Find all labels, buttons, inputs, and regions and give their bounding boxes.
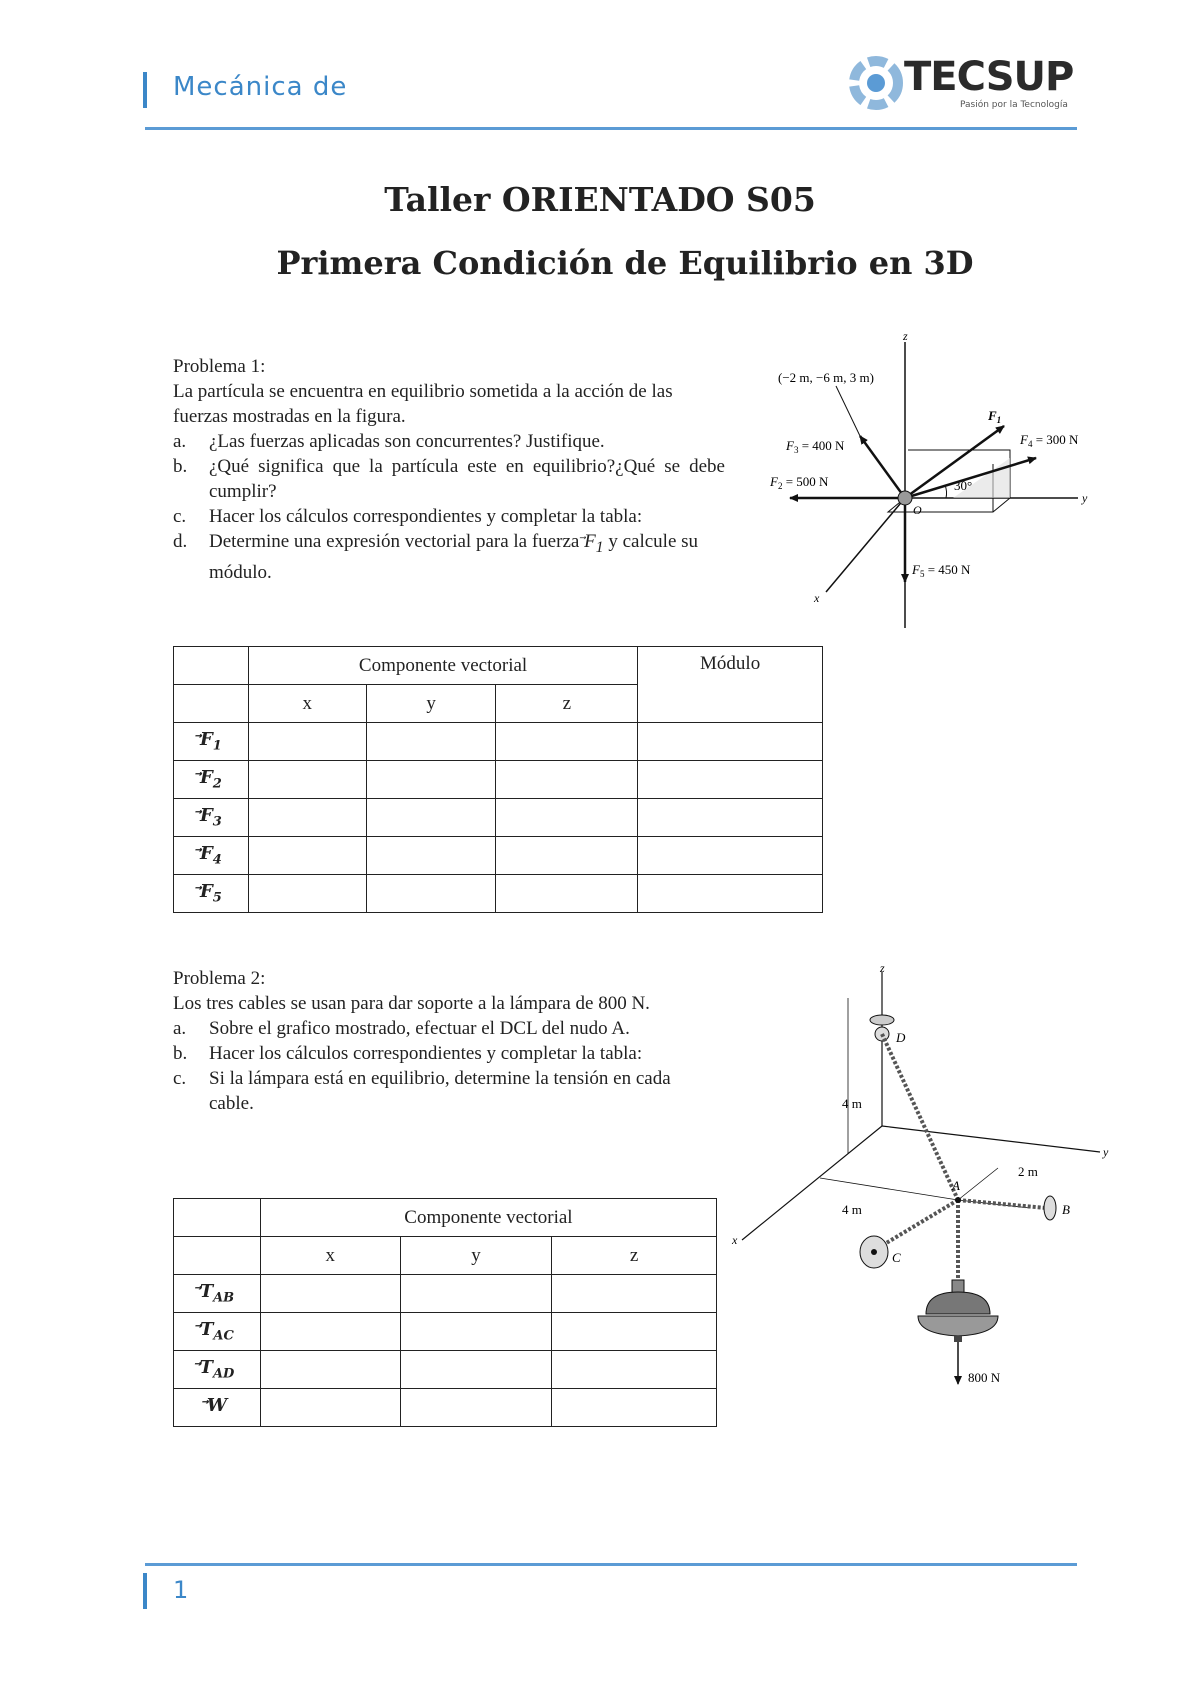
particle-o [898, 491, 912, 505]
table-row [174, 875, 823, 913]
p2-header-component: Componente vectorial [260, 1199, 716, 1237]
origin-label: O [913, 503, 922, 517]
y-axis-label: y [1103, 1145, 1109, 1159]
row-label-f3: $F_3$ [174, 799, 249, 837]
label-a: A [952, 1178, 960, 1193]
footer-rule [145, 1563, 1077, 1566]
problem1-item-a: a. ¿Las fuerzas aplicadas son concurrentes? Justifique. [173, 431, 605, 452]
logo-tagline: Pasión por la Tecnología [960, 100, 1068, 110]
cable-ac [878, 1200, 958, 1248]
table-row [174, 1351, 717, 1389]
page-number: 1 [173, 1576, 189, 1604]
header-accent-bar [143, 72, 147, 108]
problem1-text [173, 354, 725, 585]
x-axis [742, 1126, 882, 1240]
p2-col-x: x [260, 1237, 400, 1275]
f3-label: $F_3 = 400$ N [786, 438, 845, 455]
lamp-shade [918, 1280, 998, 1342]
z-axis-label: z [903, 330, 908, 343]
point-coordinates-label: (−2 m, −6 m, 3 m) [778, 370, 874, 385]
f5-label: $F_5 = 450$ N [912, 562, 971, 579]
tecsup-emblem-icon [848, 56, 904, 110]
document-subtitle: Primera Condición de Equilibrio en 3D [276, 244, 974, 282]
logo-wordmark: TECSUP [904, 54, 1074, 100]
document-title: Taller ORIENTADO S05 [384, 180, 816, 219]
p2-corner-cell [174, 1199, 261, 1237]
row-label-f1: $F_1$ [174, 723, 249, 761]
problem1-label: Problema 1: [173, 356, 266, 377]
table-row [174, 723, 823, 761]
y-axis-label: y [1082, 491, 1088, 505]
footer-accent-bar [143, 1573, 147, 1609]
problem2-item-b: b. Hacer los cálculos correspondientes y completar la tabla: [173, 1043, 643, 1064]
problem2-item-a: a. Sobre el grafico mostrado, efectuar el DCL del nudo A. [173, 1018, 630, 1039]
header-title: Mecánica de [173, 72, 348, 102]
row-label-f2: $F_2$ [174, 761, 249, 799]
problem2-intro: Los tres cables se usan para dar soporte a la lámpara de 800 N. [173, 993, 650, 1014]
problem2-text [173, 966, 703, 1116]
problem1-force-figure [748, 330, 1100, 630]
problem2-table [173, 1198, 717, 1427]
x-axis-label: x [814, 591, 820, 605]
problem2-lamp-figure [730, 962, 1116, 1392]
cable-ad [882, 1034, 958, 1200]
table-row [174, 799, 823, 837]
dim-4m-horizontal: 4 m [842, 1202, 862, 1217]
weight-label: 800 N [968, 1370, 1001, 1385]
f1-label: $F_1$ [988, 408, 1002, 425]
p2-col-z: z [552, 1237, 717, 1275]
dim-2m: 2 m [1018, 1164, 1038, 1179]
label-b: B [1062, 1202, 1070, 1217]
row-label-tab: $T_{AB}$ [174, 1275, 261, 1313]
row-label-tad: $T_{AD}$ [174, 1351, 261, 1389]
row-label-w: W [174, 1389, 261, 1427]
dim-4m-vertical: 4 m [842, 1096, 862, 1111]
table-row [174, 1313, 717, 1351]
angle-30-label: 30° [954, 478, 973, 493]
f4-label: $F_4 = 300$ N [1020, 432, 1079, 449]
y-axis [882, 1126, 1100, 1152]
p1-col-y: y [366, 685, 496, 723]
p1-col-z: z [496, 685, 638, 723]
row-label-f5: $F_5$ [174, 875, 249, 913]
p1-header-module: Módulo [638, 647, 823, 723]
row-label-f4: $F_4$ [174, 837, 249, 875]
p1-corner-cell [174, 647, 249, 685]
problem2-label: Problema 2: [173, 968, 266, 989]
f2-label: $F_2 = 500$ N [770, 474, 829, 491]
label-d: D [896, 1030, 906, 1045]
table-row [174, 1389, 717, 1427]
label-c: C [892, 1250, 901, 1265]
x-axis-label: x [732, 1233, 738, 1247]
problem1-intro: La partícula se encuentra en equilibrio sometida a la acción de las fuerzas mostradas en la figura. [173, 381, 673, 427]
row-label-tac: $T_{AC}$ [174, 1313, 261, 1351]
problem2-item-c: c. Si la lámpara está en equilibrio, determine la tensión en cada cable. [173, 1068, 671, 1114]
table-row [174, 1275, 717, 1313]
table-row [174, 761, 823, 799]
tecsup-logo [848, 54, 1074, 118]
z-axis-label: z [880, 962, 885, 975]
problem1-item-d: d. Determine una expresión vectorial para la fuerza $F_1$ y calcule su módulo. [173, 531, 699, 583]
p2-col-y: y [400, 1237, 552, 1275]
table-row [174, 837, 823, 875]
p1-header-component: Componente vectorial [248, 647, 637, 685]
problem1-item-c: c. Hacer los cálculos correspondientes y completar la tabla: [173, 506, 643, 527]
p1-col-x: x [248, 685, 366, 723]
problem1-table [173, 646, 823, 913]
problem1-item-b: b. ¿Qué significa que la partícula este en equilibrio?¿Qué se debe cumplir? [173, 456, 725, 502]
header-rule [145, 127, 1077, 130]
